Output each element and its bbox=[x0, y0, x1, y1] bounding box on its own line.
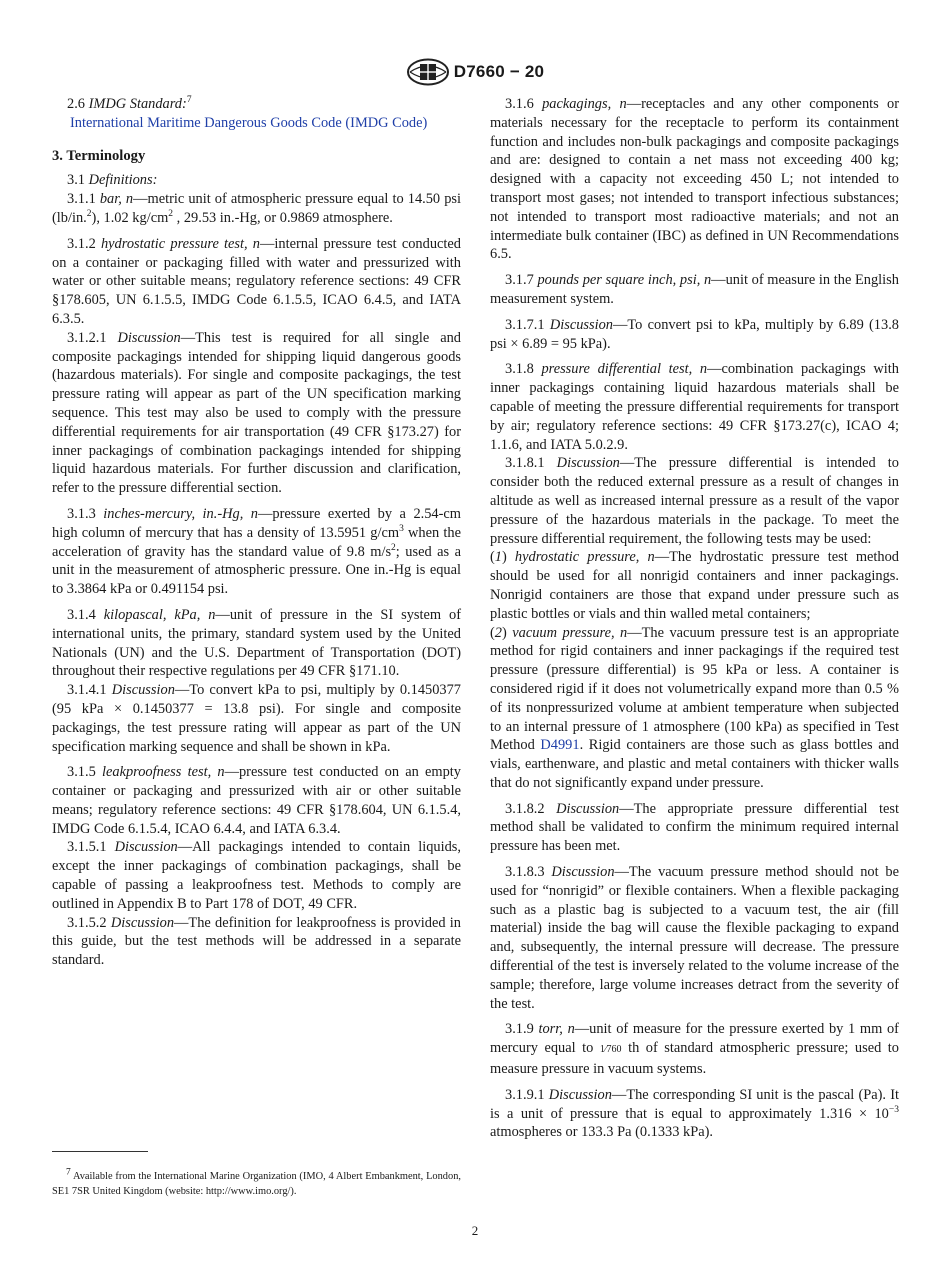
right-column bbox=[490, 95, 899, 1142]
discussion-3-1-7-1: 3.1.7.1 Discussion—To convert psi to kPa, multiply by 6.89 (13.8 psi × 6.89 = 95 kPa). bbox=[490, 316, 899, 352]
discussion-3-1-5-2: 3.1.5.2 Discussion—The definition for leakproofness is provided in this guide, but the test methods will be addressed in a separate standard. bbox=[52, 914, 461, 969]
page-header bbox=[0, 58, 950, 86]
astm-logo-icon bbox=[406, 58, 450, 86]
definition-hydrostatic-pressure-test: 3.1.2 hydrostatic pressure test, n—internal pressure test conducted on a container or packaging filled with water and pressurized with water or other suitable means; regulatory reference sections: 49 CFR §178.605, UN 6.1.5.5, IMDG Code 6.1.5.5, ICAO 6.4.5, and IATA 6.3.5. bbox=[52, 235, 461, 327]
section-2-6: 2.6 IMDG Standard:$^7$ bbox=[67, 95, 192, 112]
discussion-3-1-5-1: 3.1.5.1 Discussion—All packagings intended to contain liquids, except the inner packagings of combination packagings, shall be capable of passing a leakproofness test. Methods to comply are outlined in Appendix B to Part 178 of DOT, 49 CFR. bbox=[52, 839, 461, 912]
page-number: 2 bbox=[471, 1223, 479, 1238]
discussion-3-1-8-1: 3.1.8.1 Discussion—The pressure differential is intended to consider both the reduced external pressure as a result of changes in altitude as well as increased internal pressure as a result of the vapor pressure of the hazardous materials in the package. To meet the pressure differential requirement, the following tests may be used: bbox=[490, 455, 899, 547]
definition-psi: 3.1.7 pounds per square inch, psi, n—unit of measure in the English measurement system. bbox=[490, 272, 899, 307]
footnote-7: $^7$ Available from the International Marine Organization (IMO, 4 Albert Embankment, London, SE1 7SR United Kingdom (website: http://www.imo.org/). bbox=[52, 1167, 461, 1197]
discussion-3-1-4-1: 3.1.4.1 Discussion—To convert kPa to psi, multiply by 0.1450377 (95 kPa × 0.1450377 = 13.8 psi). For single and composite packagings, the test pressure rating will appear as part of the UN specification marking sequence and shall be shown in kPa. bbox=[52, 682, 461, 755]
section-3-1: 3.1 Definitions: bbox=[67, 172, 158, 189]
definition-leakproofness-test: 3.1.5 leakproofness test, n—pressure test conducted on an empty container or packaging and pressurized with air or other suitable means; regulatory reference sections: 49 CFR §178.604, UN 6.1.5.4, IMDG Code 6.1.5.4, ICAO 6.4.4, and IATA 6.3.4. bbox=[52, 764, 461, 837]
discussion-3-1-8-3: 3.1.8.3 Discussion—The vacuum pressure method should not be used for “nonrigid” or flexible containers. When a flexible packaging such as a plastic bag is subjected to a vacuum test, the air (fill material) inside the bag will cause the flexible packaging to expand and, subsequently, the internal pressure will decrease. The pressure differential of the test is inversely related to the volume increase of the sample; therefore, large volume increases detract from the severity of the test. bbox=[490, 864, 899, 1012]
left-column bbox=[52, 95, 461, 970]
definition-kilopascal: 3.1.4 kilopascal, kPa, n—unit of pressure in the SI system of international units, the primary, standard system used by the United Nationals (UN) and the U.S. Department of Transportation (DOT) throughout their respective regulations per 49 CFR §171.10. bbox=[52, 606, 461, 680]
definition-bar: 3.1.1 bar, n—metric unit of atmospheric pressure equal to 14.50 psi (lb/in.$^2$), 1.02 $kg/cm^2$ , 29.53 in.-Hg, or 0.9869 atmosphere. bbox=[52, 191, 461, 226]
footnote-divider bbox=[52, 1151, 148, 1152]
list-item-vacuum-pressure: (2) vacuum pressure, n—The vacuum pressure test is an appropriate method for rigid containers and inner packagings if the required test pressure (pressure differential) is 95 kPa or less. A container is considered rigid if it does not volumetrically expand more than 0.5 % of its nonpressurized volume at ambient temperature when subjected to an internal pressure of 1 atmosphere (100 kPa) as specified in Test Method D4991. Rigid containers are those such as glass bottles and vials, earthenware, and plastic and metal containers with thicker walls that do not significantly expand under pressure. bbox=[490, 624, 900, 791]
imdg-code-link[interactable]: International Maritime Dangerous Goods Code (IMDG Code) bbox=[70, 114, 428, 131]
definition-torr: 3.1.9 torr, n—unit of measure for the pressure exerted by 1 mm of mercury equal to 1⁄760 th of standard atmospheric pressure; used to measure pressure in vacuum systems. bbox=[490, 1021, 899, 1078]
list-item-hydrostatic-pressure: (1) hydrostatic pressure, n—The hydrostatic pressure test method should be used for all nonrigid containers and inner packagings. Nonrigid containers are those that expand under pressure such as plastic bottles or vials and thin walled metal containers; bbox=[490, 549, 899, 622]
definition-pressure-differential-test: 3.1.8 pressure differential test, n—combination packagings with inner packagings containing liquid hazardous materials shall be capable of meeting the pressure differential requirements for transport by air; regulatory reference sections: 49 CFR §173.27(c), ICAO 4; 1.1.6, and IATA 5.0.2.9. bbox=[490, 361, 899, 453]
discussion-3-1-2-1: 3.1.2.1 Discussion—This test is required for all single and composite packagings intended for shipping liquid dangerous goods (hazardous materials). For single and composite packagings, the test pressure rating will appear as part of the UN specification marking sequence. This test may also be used to comply with the pressure differential requirements for air transportation (49 CFR §173.27) for inner packagings of combination packagings intended for shipping liquid hazardous materials. For further discussion and clarification, refer to the pressure differential section. bbox=[52, 329, 461, 497]
section-heading-terminology: 3. Terminology bbox=[52, 147, 146, 164]
discussion-3-1-8-2: 3.1.8.2 Discussion—The appropriate pressure differential test method shall be validated to confirm the minimum required internal pressure has been met. bbox=[490, 800, 899, 855]
definition-inches-mercury: 3.1.3 inches-mercury, in.-Hg, n—pressure exerted by a 2.54-cm high column of mercury that has a density of 13.5951 $g/cm^3$ when the acceleration of gravity has the standard value of 9.8 $m/s^2$; used as a unit in the measurement of atmospheric pressure. One in.-Hg is equal to 3.3864 kPa or 0.491154 psi. bbox=[52, 505, 462, 598]
document-id: D7660 − 20 bbox=[453, 62, 545, 81]
definition-packagings: 3.1.6 packagings, n—receptacles and any other components or materials necessary for the receptacle to perform its containment function and includes non-bulk packagings and composite packagings and are: designed to contain a net mass not exceeding 400 kg; designed with a capacity not exceeding 450 L; not intended to transport most gases; not intended to transport infectious substances; not intended to transport most radioactive materials; and not an intermediate bulk container (IBC) as defined in UN Recommendations 6.5. bbox=[490, 96, 899, 263]
d4991-link[interactable]: D4991 bbox=[540, 737, 580, 754]
discussion-3-1-9-1: 3.1.9.1 Discussion—The corresponding SI unit is the pascal (Pa). It is a unit of pressure that is equal to approximately $1.316 \times 10^{-3}$ atmospheres or 133.3 Pa (0.1333 kPa). bbox=[490, 1086, 899, 1141]
